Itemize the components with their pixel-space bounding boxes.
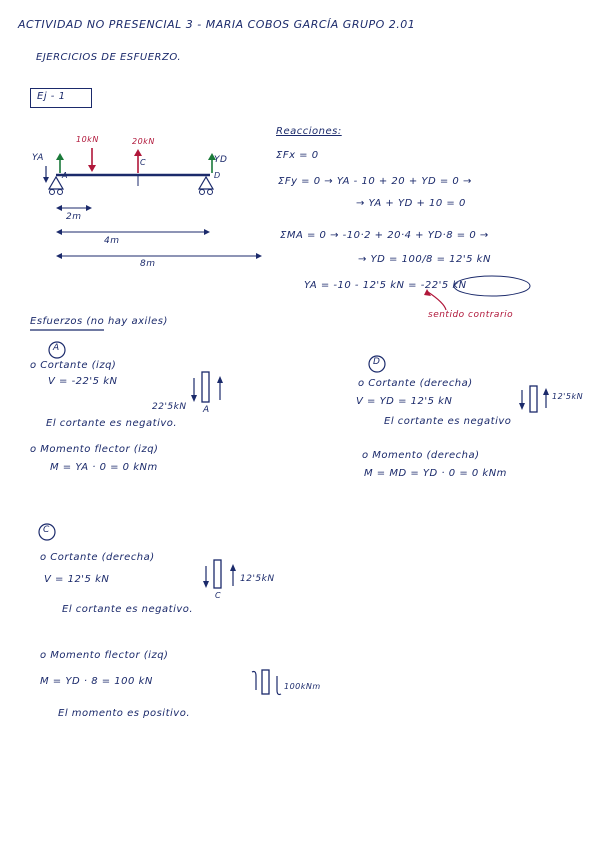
reaccion-line-6: YA = -10 - 12'5 kN = -22'5 kN	[304, 280, 467, 291]
section-c-cortante-note: El cortante es negativo.	[62, 604, 194, 615]
reaction-a-label: YA	[32, 153, 44, 163]
sentido-contrario-note: sentido contrario	[428, 310, 514, 320]
page-subtitle: EJERCICIOS DE ESFUERZO.	[36, 52, 181, 63]
page-title: ACTIVIDAD NO PRESENCIAL 3 - MARIA COBOS GARCÍA GRUPO 2.01	[18, 18, 416, 31]
section-a-diagram-value: 22'5kN	[152, 402, 187, 412]
section-c-cortante-value: V = 12'5 kN	[44, 574, 110, 585]
section-a-cortante-note: El cortante es negativo.	[46, 418, 178, 429]
section-c-diagram-value: 12'5kN	[240, 574, 275, 584]
dimension-8m: 8m	[140, 259, 156, 269]
reaccion-line-4: ΣMA = 0 → -10·2 + 20·4 + YD·8 = 0 →	[280, 230, 489, 241]
node-a-label: A	[62, 171, 68, 180]
reaccion-line-5: → YD = 100/8 = 12'5 kN	[358, 254, 491, 265]
dimension-2m: 2m	[66, 212, 82, 222]
section-d-cortante-note: El cortante es negativo	[384, 416, 512, 427]
section-c-label: C	[43, 525, 50, 535]
section-a-cortante-value: V = -22'5 kN	[48, 376, 118, 387]
load-10kn-label: 10kN	[76, 135, 99, 144]
section-c-momento-note: El momento es positivo.	[58, 708, 190, 719]
section-d-momento-value: M = MD = YD · 0 = 0 kNm	[364, 468, 507, 479]
section-d-cortante-title: o Cortante (derecha)	[358, 378, 473, 389]
reacciones-heading: Reacciones:	[276, 126, 342, 137]
reaccion-line-1: ΣFx = 0	[276, 150, 319, 161]
section-a-label: A	[53, 343, 60, 353]
section-c-momento-diagram: 100kNm	[284, 682, 321, 691]
reaction-d-label: YD	[214, 155, 228, 165]
node-d-label: D	[214, 171, 221, 180]
section-d-label: D	[373, 357, 381, 367]
load-20kn-label: 20kN	[132, 137, 155, 146]
section-c-momento-title: o Momento flector (izq)	[40, 650, 169, 661]
section-a-cortante-title: o Cortante (izq)	[30, 360, 117, 371]
section-a-momento-title: o Momento flector (izq)	[30, 444, 159, 455]
section-a-momento-value: M = YA · 0 = 0 kNm	[50, 462, 158, 473]
reaccion-line-3: → YA + YD + 10 = 0	[356, 198, 466, 209]
section-d-momento-title: o Momento (derecha)	[362, 450, 480, 461]
node-c-label: C	[140, 158, 147, 167]
exercise-label: Ej - 1	[37, 91, 66, 102]
section-c-momento-value: M = YD · 8 = 100 kN	[40, 676, 153, 687]
section-d-cortante-value: V = YD = 12'5 kN	[356, 396, 453, 407]
section-d-diagram-value: 12'5kN	[552, 392, 584, 401]
section-c-diagram-node: C	[215, 591, 222, 600]
reaccion-line-2: ΣFy = 0 → YA - 10 + 20 + YD = 0 →	[278, 176, 472, 187]
section-c-cortante-title: o Cortante (derecha)	[40, 552, 155, 563]
section-a-diagram-node: A	[203, 405, 210, 415]
dimension-4m: 4m	[104, 236, 120, 246]
esfuerzos-heading: Esfuerzos (no hay axiles)	[30, 316, 168, 327]
